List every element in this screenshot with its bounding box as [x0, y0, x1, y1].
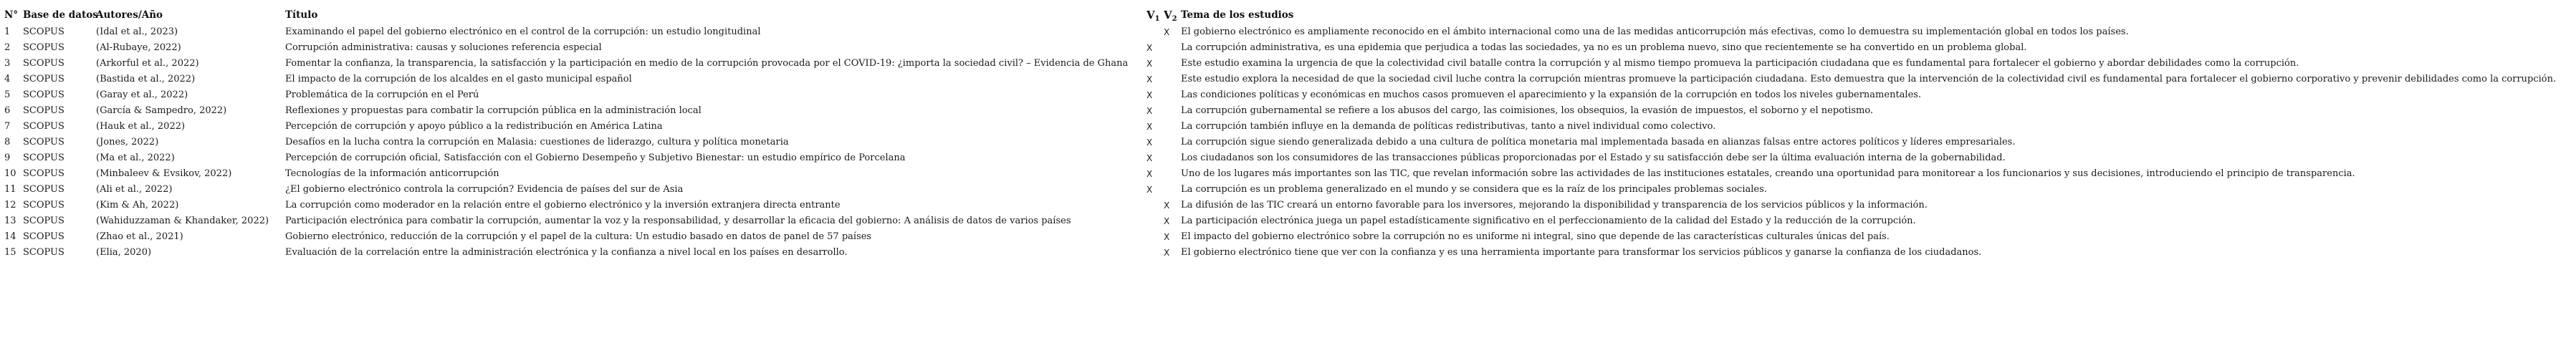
row-title: Examinando el papel del gobierno electrónico en el control de la corrupción: un estudio longitudinal	[285, 26, 761, 37]
table-row	[4, 198, 2570, 213]
table-row	[4, 24, 2570, 40]
row-title: La corrupción como moderador en la relación entre el gobierno electrónico y la inversión extranjera directa entrante	[285, 200, 841, 211]
header-database: Base de datos	[23, 9, 98, 21]
row-title: Corrupción administrativa: causas y soluciones referencia especial	[285, 42, 602, 53]
row-theme: La participación electrónica juega un papel estadísticamente significativo en el perfeccionamiento de la calidad del Estado y la reducción de la corrupción.	[1181, 216, 1916, 226]
row-v1-mark: X	[1146, 59, 1153, 69]
row-database: SCOPUS	[23, 216, 64, 226]
row-database: SCOPUS	[23, 121, 64, 132]
row-number: 9	[4, 153, 11, 163]
row-authors: (García & Sampedro, 2022)	[96, 105, 227, 116]
header-authors: Autores/Año	[96, 9, 163, 21]
row-authors: (Kim & Ah, 2022)	[96, 200, 179, 211]
row-v1-mark: X	[1146, 122, 1153, 132]
row-theme: El gobierno electrónico tiene que ver con la confianza y es una herramienta importante para transformar los servicios públicos y ganarse la confianza de los ciudadanos.	[1181, 247, 1982, 258]
row-theme: La corrupción también influye en la demanda de políticas redistributivas, tanto a nivel individual como colectivo.	[1181, 121, 1716, 132]
row-v2-mark: X	[1164, 232, 1170, 242]
row-number: 1	[4, 26, 11, 37]
table-row	[4, 72, 2570, 87]
row-title: Participación electrónica para combatir la corrupción, aumentar la voz y la responsabilidad, y desarrollar la eficacia del gobierno: A análisis de datos de varios países	[285, 216, 1071, 226]
row-authors: (Garay et al., 2022)	[96, 90, 188, 100]
row-v2-mark: X	[1164, 27, 1170, 37]
row-v1-mark: X	[1146, 90, 1153, 100]
row-number: 7	[4, 121, 11, 132]
row-number: 5	[4, 90, 11, 100]
row-v2-mark: X	[1164, 216, 1170, 226]
row-theme: La difusión de las TIC creará un entorno favorable para los inversores, mejorando la disponibilidad y transparencia de los servicios públicos y la información.	[1181, 200, 1928, 211]
row-database: SCOPUS	[23, 105, 64, 116]
row-v2-mark: X	[1164, 200, 1170, 211]
studies-table	[4, 6, 2570, 261]
row-number: 10	[4, 168, 16, 179]
row-number: 12	[4, 200, 16, 211]
table-row	[4, 135, 2570, 150]
row-database: SCOPUS	[23, 184, 64, 195]
row-theme: Este estudio examina la urgencia de que la colectividad civil batalle contra la corrupción y al mismo tiempo promueva la participación ciudadana que es fundamental para fortalecer el gobierno y abordar debilidades como la corrupción.	[1181, 58, 2299, 69]
table-body	[4, 24, 2570, 261]
row-authors: (Jones, 2022)	[96, 137, 159, 148]
row-authors: (Bastida et al., 2022)	[96, 74, 196, 84]
table-row	[4, 166, 2570, 182]
row-theme: La corrupción sigue siendo generalizada debido a una cultura de política monetaria mal implementada basada en alianzas falsas entre actores políticos y líderes empresariales.	[1181, 137, 2016, 148]
table-row	[4, 119, 2570, 135]
row-title: El impacto de la corrupción de los alcaldes en el gasto municipal español	[285, 74, 632, 84]
row-number: 14	[4, 231, 16, 242]
row-database: SCOPUS	[23, 247, 64, 258]
row-number: 8	[4, 137, 11, 148]
row-title: Desafíos en la lucha contra la corrupción en Malasia: cuestiones de liderazgo, cultura y política monetaria	[285, 137, 789, 148]
row-title: Fomentar la confianza, la transparencia, la satisfacción y la participación en medio de la corrupción provocada por el COVID-19: ¿importa la sociedad civil? – Evidencia de Ghana	[285, 58, 1129, 69]
row-authors: (Elia, 2020)	[96, 247, 152, 258]
row-authors: (Hauk et al., 2022)	[96, 121, 186, 132]
row-number: 11	[4, 184, 16, 195]
header-v1-letter: V	[1146, 9, 1155, 21]
row-title: Problemática de la corrupción en el Perú	[285, 90, 479, 100]
row-number: 3	[4, 58, 11, 69]
row-database: SCOPUS	[23, 137, 64, 148]
row-theme: Uno de los lugares más importantes son las TIC, que revelan información sobre las actividades de las instituciones estatales, creando una oportunidad para monitorear a los funcionarios y sus decisiones, introduciendo el principio de transparencia.	[1181, 168, 2355, 179]
row-database: SCOPUS	[23, 58, 64, 69]
row-title: Percepción de corrupción y apoyo público a la redistribución en América Latina	[285, 121, 663, 132]
row-authors: (Minbaleev & Evsikov, 2022)	[96, 168, 232, 179]
row-title: Tecnologías de la información anticorrupción	[285, 168, 499, 179]
row-database: SCOPUS	[23, 42, 64, 53]
row-theme: El gobierno electrónico es ampliamente reconocido en el ámbito internacional como una de las medidas anticorrupción más efectivas, como lo demuestra su implementación global en todos los países.	[1181, 26, 2129, 37]
header-number: N°	[4, 9, 19, 21]
row-theme: Este estudio explora la necesidad de que la sociedad civil luche contra la corrupción mientras promueve la participación ciudadana. Esto demuestra que la intervención de la colectividad civil es fundamental para fortalecer el gobierno corporativo y prevenir debilidades como la corrupción.	[1181, 74, 2557, 84]
table-header-row	[4, 6, 2570, 24]
row-theme: La corrupción es un problema generalizado en el mundo y se considera que es la raíz de los principales problemas sociales.	[1181, 184, 1767, 195]
row-v2-mark: X	[1164, 248, 1170, 258]
table-row	[4, 56, 2570, 72]
table-row	[4, 182, 2570, 198]
row-authors: (Arkorful et al., 2022)	[96, 58, 199, 69]
row-database: SCOPUS	[23, 90, 64, 100]
row-database: SCOPUS	[23, 26, 64, 37]
row-title: ¿El gobierno electrónico controla la corrupción? Evidencia de países del sur de Asia	[285, 184, 684, 195]
row-authors: (Al-Rubaye, 2022)	[96, 42, 181, 53]
row-title: Gobierno electrónico, reducción de la corrupción y el papel de la cultura: Un estudio basado en datos de panel de 57 países	[285, 231, 872, 242]
row-title: Evaluación de la correlación entre la administración electrónica y la confianza a nivel local en los países en desarrollo.	[285, 247, 848, 258]
table-row	[4, 40, 2570, 56]
row-v1-mark: X	[1146, 185, 1153, 195]
table-row	[4, 229, 2570, 245]
row-authors: (Wahiduzzaman & Khandaker, 2022)	[96, 216, 269, 226]
table-row	[4, 213, 2570, 229]
row-authors: (Ali et al., 2022)	[96, 184, 173, 195]
row-number: 15	[4, 247, 16, 258]
row-theme: Las condiciones políticas y económicas en muchos casos promueven el aparecimiento y la expansión de la corrupción en todos los niveles gubernamentales.	[1181, 90, 1922, 100]
row-number: 13	[4, 216, 16, 226]
row-authors: (Ma et al., 2022)	[96, 153, 175, 163]
row-theme: Los ciudadanos son los consumidores de las transacciones públicas proporcionadas por el Estado y su satisfacción debe ser la última evaluación interna de la gobernabilidad.	[1181, 153, 2006, 163]
row-number: 4	[4, 74, 11, 84]
row-v1-mark: X	[1146, 106, 1153, 116]
row-title: Percepción de corrupción oficial, Satisfacción con el Gobierno Desempeño y Subjetivo Bienestar: un estudio empírico de Porcelana	[285, 153, 906, 163]
row-authors: (Idal et al., 2023)	[96, 26, 178, 37]
table-row	[4, 245, 2570, 261]
row-database: SCOPUS	[23, 74, 64, 84]
row-number: 2	[4, 42, 11, 53]
table-row	[4, 150, 2570, 166]
row-authors: (Zhao et al., 2021)	[96, 231, 183, 242]
table-row	[4, 87, 2570, 103]
table-row	[4, 103, 2570, 119]
header-v2-subscript: 2	[1172, 15, 1177, 23]
row-number: 6	[4, 105, 11, 116]
row-v1-mark: X	[1146, 43, 1153, 53]
row-title: Reflexiones y propuestas para combatir la corrupción pública en la administración local	[285, 105, 702, 116]
row-theme: La corrupción gubernamental se refiere a los abusos del cargo, las coimisiones, los obsequios, la evasión de impuestos, el soborno y el nepotismo.	[1181, 105, 1874, 116]
row-database: SCOPUS	[23, 231, 64, 242]
header-v2-letter: V	[1164, 9, 1172, 21]
row-theme: El impacto del gobierno electrónico sobre la corrupción no es uniforme ni integral, sino que depende de las características culturales únicas del país.	[1181, 231, 1890, 242]
header-theme: Tema de los estudios	[1181, 9, 1294, 21]
row-v1-mark: X	[1146, 74, 1153, 84]
row-database: SCOPUS	[23, 200, 64, 211]
header-title: Título	[285, 9, 318, 21]
row-v1-mark: X	[1146, 169, 1153, 179]
row-database: SCOPUS	[23, 168, 64, 179]
header-v1-subscript: 1	[1154, 15, 1160, 23]
row-database: SCOPUS	[23, 153, 64, 163]
row-v1-mark: X	[1146, 137, 1153, 148]
row-theme: La corrupción administrativa, es una epidemia que perjudica a todas las sociedades, ya no es un problema nuevo, sino que recientemente se ha convertido en un problema global.	[1181, 42, 2027, 53]
row-v1-mark: X	[1146, 153, 1153, 163]
